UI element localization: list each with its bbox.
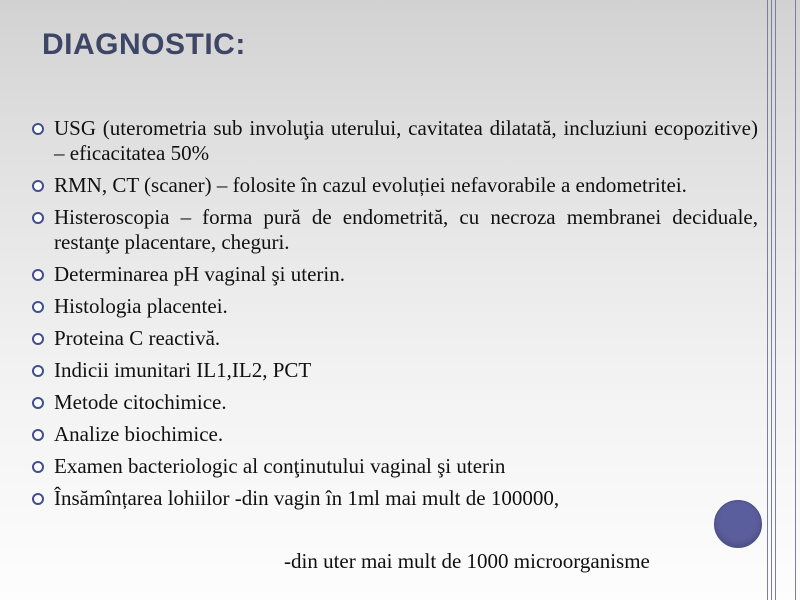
bullet-ring-icon <box>32 365 44 377</box>
bullet-ring-icon <box>32 123 44 135</box>
list-item: Indicii imunitari IL1,IL2, PCT <box>30 358 758 383</box>
list-item: Histologia placentei. <box>30 294 758 319</box>
bullet-ring-icon <box>32 397 44 409</box>
list-item: Examen bacteriologic al conţinutului vaginal şi uterin <box>30 454 758 479</box>
bullet-ring-icon <box>32 461 44 473</box>
list-item: Însămînțarea lohiilor -din vagin în 1ml mai mult de 100000, <box>30 486 758 511</box>
bullet-ring-icon <box>32 180 44 192</box>
decorative-rule <box>771 0 772 600</box>
list-item: USG (uterometria sub involuţia uterului, cavitatea dilatată, incluziuni ecopozitive) – eficacitatea 50% <box>30 116 758 166</box>
list-item: Metode citochimice. <box>30 390 758 415</box>
decorative-rule <box>795 0 796 600</box>
list-item: RMN, CT (scaner) – folosite în cazul evoluției nefavorabile a endometritei. <box>30 173 758 198</box>
bullet-ring-icon <box>32 333 44 345</box>
bullet-ring-icon <box>32 212 44 224</box>
list-item: Analize biochimice. <box>30 422 758 447</box>
bullet-list <box>30 116 758 518</box>
bullet-ring-icon <box>32 301 44 313</box>
list-item: Determinarea pH vaginal şi uterin. <box>30 262 758 287</box>
bullet-ring-icon <box>32 269 44 281</box>
decorative-rule <box>775 0 776 600</box>
list-item: Proteina C reactivă. <box>30 326 758 351</box>
bullet-ring-icon <box>32 493 44 505</box>
decorative-rule <box>767 0 768 600</box>
bullet-ring-icon <box>32 429 44 441</box>
navigation-circle-button[interactable] <box>714 500 762 548</box>
continuation-line: -din uter mai mult de 1000 microorganisme <box>284 549 650 573</box>
list-item: Histeroscopia – forma pură de endometrită, cu necroza membranei deciduale, restanţe placentare, cheguri. <box>30 205 758 255</box>
slide-title: DIAGNOSTIC: <box>42 28 246 61</box>
